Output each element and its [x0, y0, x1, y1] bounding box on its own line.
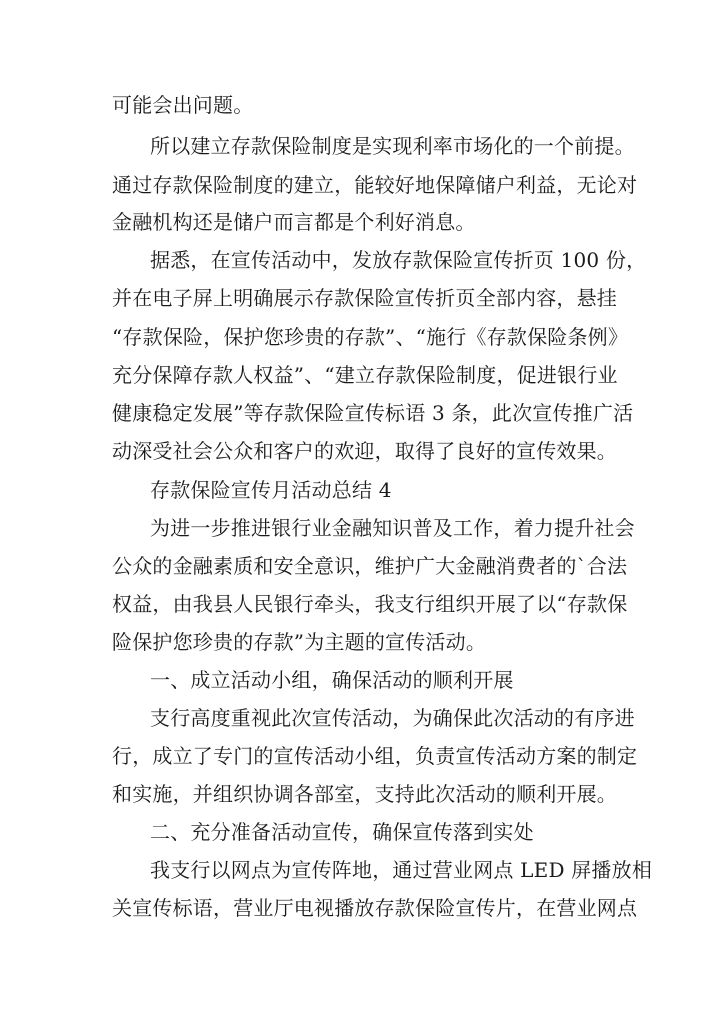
text-line: 行，成立了专门的宣传活动小组，负责宣传活动方案的制定: [112, 744, 638, 768]
paragraph-first-line: 我支行以网点为宣传阵地，通过营业网点 LED 屏播放相: [150, 858, 653, 882]
text-line: 和实施，并组织协调各部室，支持此次活动的顺利开展。: [112, 782, 617, 806]
text-line: 险保护您珍贵的存款”为主题的宣传活动。: [112, 630, 487, 654]
paragraph-first-line: 为进一步推进银行业金融知识普及工作，着力提升社会: [150, 516, 635, 540]
text-line: 可能会出问题。: [112, 93, 254, 117]
text-line: 健康稳定发展”等存款保险宣传标语 3 条，此次宣传推广活: [112, 401, 634, 425]
section-title: 存款保险宣传月活动总结 4: [150, 478, 392, 502]
text-line: 并在电子屏上明确展示存款保险宣传折页全部内容，悬挂: [112, 286, 617, 310]
text-line: 通过存款保险制度的建立，能较好地保障储户利益，无论对: [112, 173, 638, 197]
text-line: 金融机构还是储户而言都是个利好消息。: [112, 210, 476, 234]
text-line: 关宣传标语，营业厅电视播放存款保险宣传片，在营业网点: [112, 896, 638, 920]
text-line: “存款保险，保护您珍贵的存款”、“施行《存款保险条例》: [112, 325, 629, 349]
paragraph-first-line: 据悉，在宣传活动中，发放存款保险宣传折页 100 份，: [150, 248, 647, 272]
subheading: 一、成立活动小组，确保活动的顺利开展: [150, 668, 514, 692]
text-line: 充分保障存款人权益”、“建立存款保险制度，促进银行业: [112, 363, 618, 387]
paragraph-first-line: 支行高度重视此次宣传活动，为确保此次活动的有序进: [150, 706, 635, 730]
text-line: 权益，由我县人民银行牵头，我支行组织开展了以“存款保: [112, 592, 628, 616]
text-line: 动深受社会公众和客户的欢迎，取得了良好的宣传效果。: [112, 439, 617, 463]
subheading: 二、充分准备活动宣传，确保宣传落到实处: [150, 820, 534, 844]
text-line: 公众的金融素质和安全意识，维护广大金融消费者的`合法: [112, 554, 628, 578]
paragraph-first-line: 所以建立存款保险制度是实现利率市场化的一个前提。: [150, 134, 635, 158]
